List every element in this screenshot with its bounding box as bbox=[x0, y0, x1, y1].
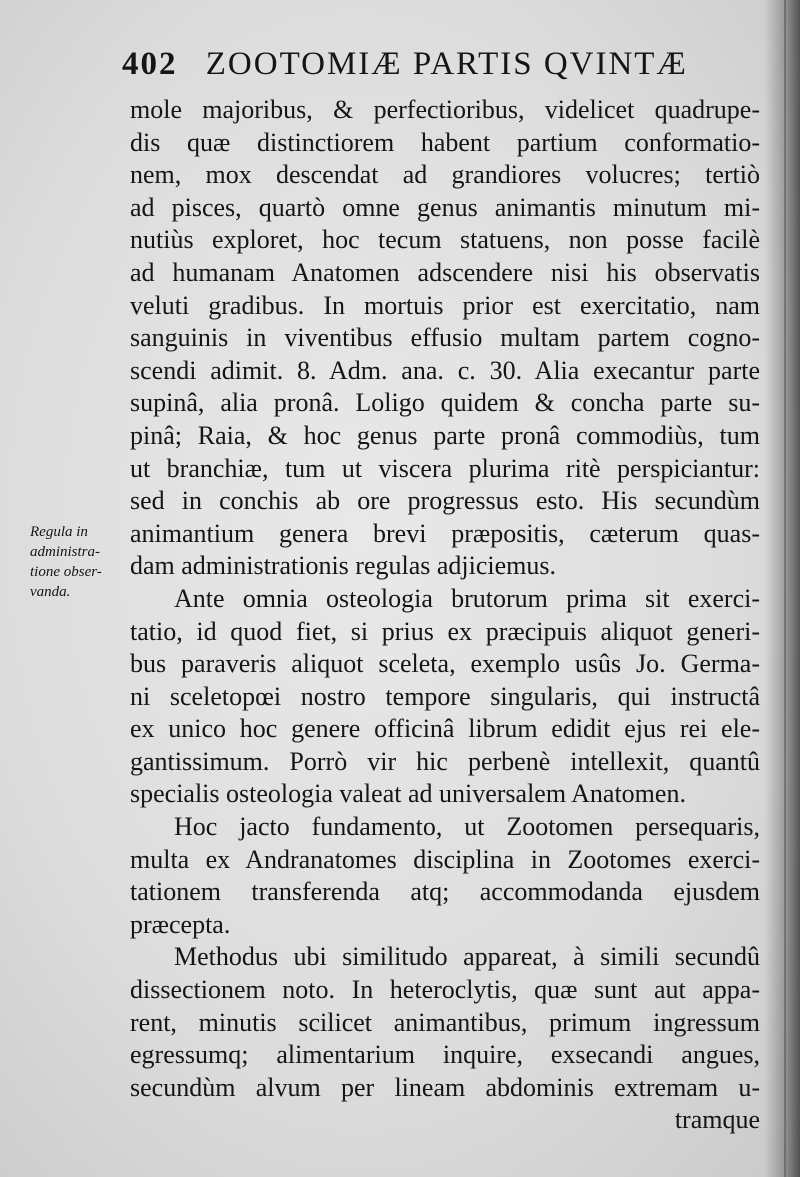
text-line: egressumq; alimentarium inquire, exsecandi angues, bbox=[130, 1040, 760, 1070]
gutter-shadow bbox=[764, 0, 800, 1177]
text-line: pinâ; Raia, & hoc genus parte pronâ commodiùs, tum bbox=[130, 420, 760, 450]
gutter-line bbox=[784, 0, 786, 1177]
text-line: mole majoribus, & perfectioribus, videlicet quadrupe- bbox=[130, 95, 760, 124]
text-line: animantium genera brevi præpositis, cæterum quas- bbox=[130, 518, 760, 548]
text-line: multa ex Andranatomes disciplina in Zootomes exerci- bbox=[130, 844, 760, 874]
text-line: scendi adimit. 8. Adm. ana. c. 30. Alia execantur parte bbox=[130, 355, 760, 385]
text-line: ad pisces, quartò omne genus animantis minutum mi- bbox=[130, 192, 760, 222]
text-line: ni sceletopœi nostro tempore singularis, qui instructâ bbox=[130, 681, 760, 711]
text-line: Hoc jacto fundamento, ut Zootomen persequaris, bbox=[174, 812, 760, 842]
marginal-note-line: vanda. bbox=[30, 584, 71, 600]
page-number: 402 bbox=[122, 46, 178, 82]
text-line: Ante omnia osteologia brutorum prima sit exerci- bbox=[174, 583, 760, 613]
text-line: rent, minutis scilicet animantibus, primum ingressum bbox=[130, 1007, 760, 1037]
body-text bbox=[130, 94, 760, 1137]
text-line: dam administrationis regulas adjiciemus. bbox=[130, 551, 557, 581]
text-line: ad humanam Anatomen adscendere nisi his observatis bbox=[130, 257, 760, 287]
text-line: dis quæ distinctiorem habent partium conformatio- bbox=[130, 127, 760, 157]
text-line: veluti gradibus. In mortuis prior est exercitatio, nam bbox=[130, 290, 760, 320]
catchword: tramque bbox=[674, 1105, 760, 1135]
marginal-note-line: administra- bbox=[30, 544, 101, 560]
text-line: specialis osteologia valeat ad universalem Anatomen. bbox=[130, 779, 686, 809]
marginal-note-line: tione obser- bbox=[30, 564, 102, 580]
running-title: ZOOTOMIÆ PARTIS QVINTÆ bbox=[205, 46, 688, 82]
text-line: tatio, id quod fiet, si prius ex præcipuis aliquot generi- bbox=[130, 616, 760, 646]
page-header bbox=[122, 46, 742, 88]
text-line: Methodus ubi similitudo appareat, à simili secundû bbox=[174, 942, 760, 972]
text-line: supinâ, alia pronâ. Loligo quidem & concha parte su- bbox=[130, 388, 760, 418]
text-line: gantissimum. Porrò vir hic perbenè intellexit, quantû bbox=[130, 746, 760, 776]
text-line: sanguinis in viventibus effusio multam partem cogno- bbox=[130, 323, 760, 353]
text-line: ut branchiæ, tum ut viscera plurima ritè perspiciantur: bbox=[130, 453, 760, 483]
marginal-note bbox=[30, 522, 126, 602]
text-line: ex unico hoc genere officinâ librum edidit ejus rei ele- bbox=[130, 714, 760, 744]
text-line: tationem transferenda atq; accommodanda ejusdem bbox=[130, 877, 760, 907]
text-line: nutiùs exploret, hoc tecum statuens, non posse facilè bbox=[130, 225, 760, 255]
text-line: secundùm alvum per lineam abdominis extremam u- bbox=[130, 1072, 760, 1102]
text-line: nem, mox descendat ad grandiores volucres; tertiò bbox=[130, 160, 760, 190]
marginal-note-line: Regula in bbox=[30, 524, 88, 540]
text-line: bus paraveris aliquot sceleta, exemplo usûs Jo. Germa- bbox=[130, 649, 760, 679]
text-line: dissectionem noto. In heteroclytis, quæ sunt aut appa- bbox=[130, 975, 760, 1005]
text-line: sed in conchis ab ore progressus esto. His secundùm bbox=[130, 486, 760, 516]
text-line: præcepta. bbox=[130, 909, 231, 939]
